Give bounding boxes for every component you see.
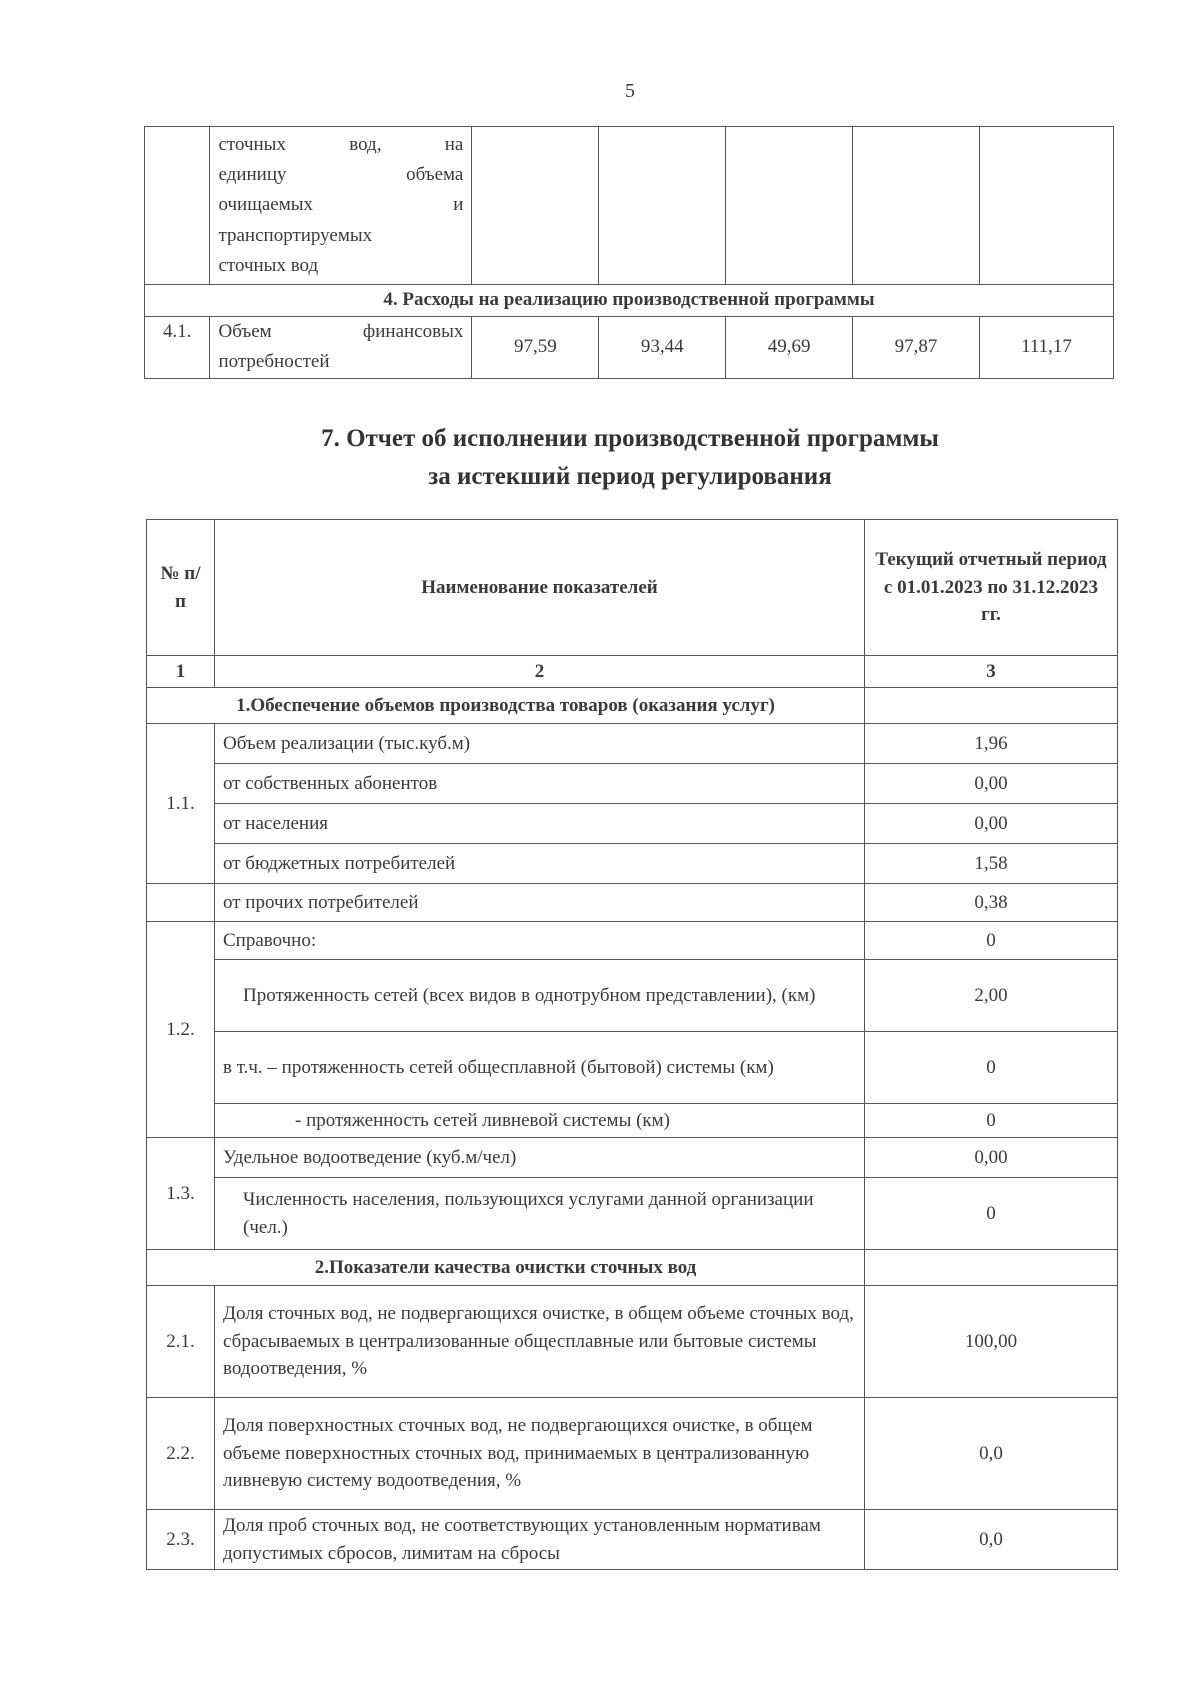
column-number-row: 1 2 3	[147, 656, 1118, 688]
table-row: от прочих потребителей 0,38	[147, 884, 1118, 922]
page-number: 5	[625, 80, 635, 102]
table-row: 2.1. Доля сточных вод, не подвергающихся очистке, в общем объеме сточных вод, сбрасываемых в централизованные общесплавные или бытовые системы водоотведения, % 100,00	[147, 1286, 1118, 1398]
row-name-continued: сточных вод, на единицу объема очищаемых и транспортируемых сточных вод	[210, 127, 472, 285]
section-2-title: 2.Показатели качества очистки сточных вод	[147, 1250, 865, 1286]
table-row: 2.3. Доля проб сточных вод, не соответствующих установленным нормативам допустимых сбросов, лимитам на сбросы 0,0	[147, 1510, 1118, 1570]
table-row: от собственных абонентов 0,00	[147, 764, 1118, 804]
table-row: Протяженность сетей (всех видов в однотрубном представлении), (км) 2,00	[147, 960, 1118, 1032]
header-row: № п/п Наименование показателей Текущий отчетный период с 01.01.2023 по 31.12.2023 гг.	[147, 520, 1118, 656]
section-row	[147, 688, 1118, 724]
table-row: в т.ч. – протяженность сетей общесплавной (бытовой) системы (км) 0	[147, 1032, 1118, 1104]
table-row: 1.2. Справочно: 0	[147, 922, 1118, 960]
table-row: 2.2. Доля поверхностных сточных вод, не подвергающихся очистке, в общем объеме поверхностных сточных вод, принимаемых в централизованную ливневую систему водоотведения, % 0,0	[147, 1398, 1118, 1510]
section-row	[145, 285, 1114, 317]
table-row: 4.1. Объем финансовых потребностей 97,59 93,44 49,69 97,87 111,17	[145, 317, 1114, 379]
row-name: Объем финансовых потребностей	[210, 317, 472, 379]
table-row: Численность населения, пользующихся услугами данной организации (чел.) 0	[147, 1178, 1118, 1250]
section-heading: 7. Отчет об исполнении производственной программы за истекший период регулирования	[321, 425, 939, 490]
section-1-title: 1.Обеспечение объемов производства товаров (оказания услуг)	[147, 688, 865, 724]
table-row: - протяженность сетей ливневой системы (км) 0	[147, 1104, 1118, 1138]
section-row	[147, 1250, 1118, 1286]
table-row: 1.1. Объем реализации (тыс.куб.м) 1,96	[147, 724, 1118, 764]
continuation-table	[144, 126, 1114, 379]
table-row: от бюджетных потребителей 1,58	[147, 844, 1118, 884]
report-table	[146, 519, 1118, 1570]
table-row	[145, 127, 1114, 285]
table-row: от населения 0,00	[147, 804, 1118, 844]
section-4-title: 4. Расходы на реализацию производственной программы	[145, 285, 1114, 317]
table-row: 1.3. Удельное водоотведение (куб.м/чел) 0,00	[147, 1138, 1118, 1178]
